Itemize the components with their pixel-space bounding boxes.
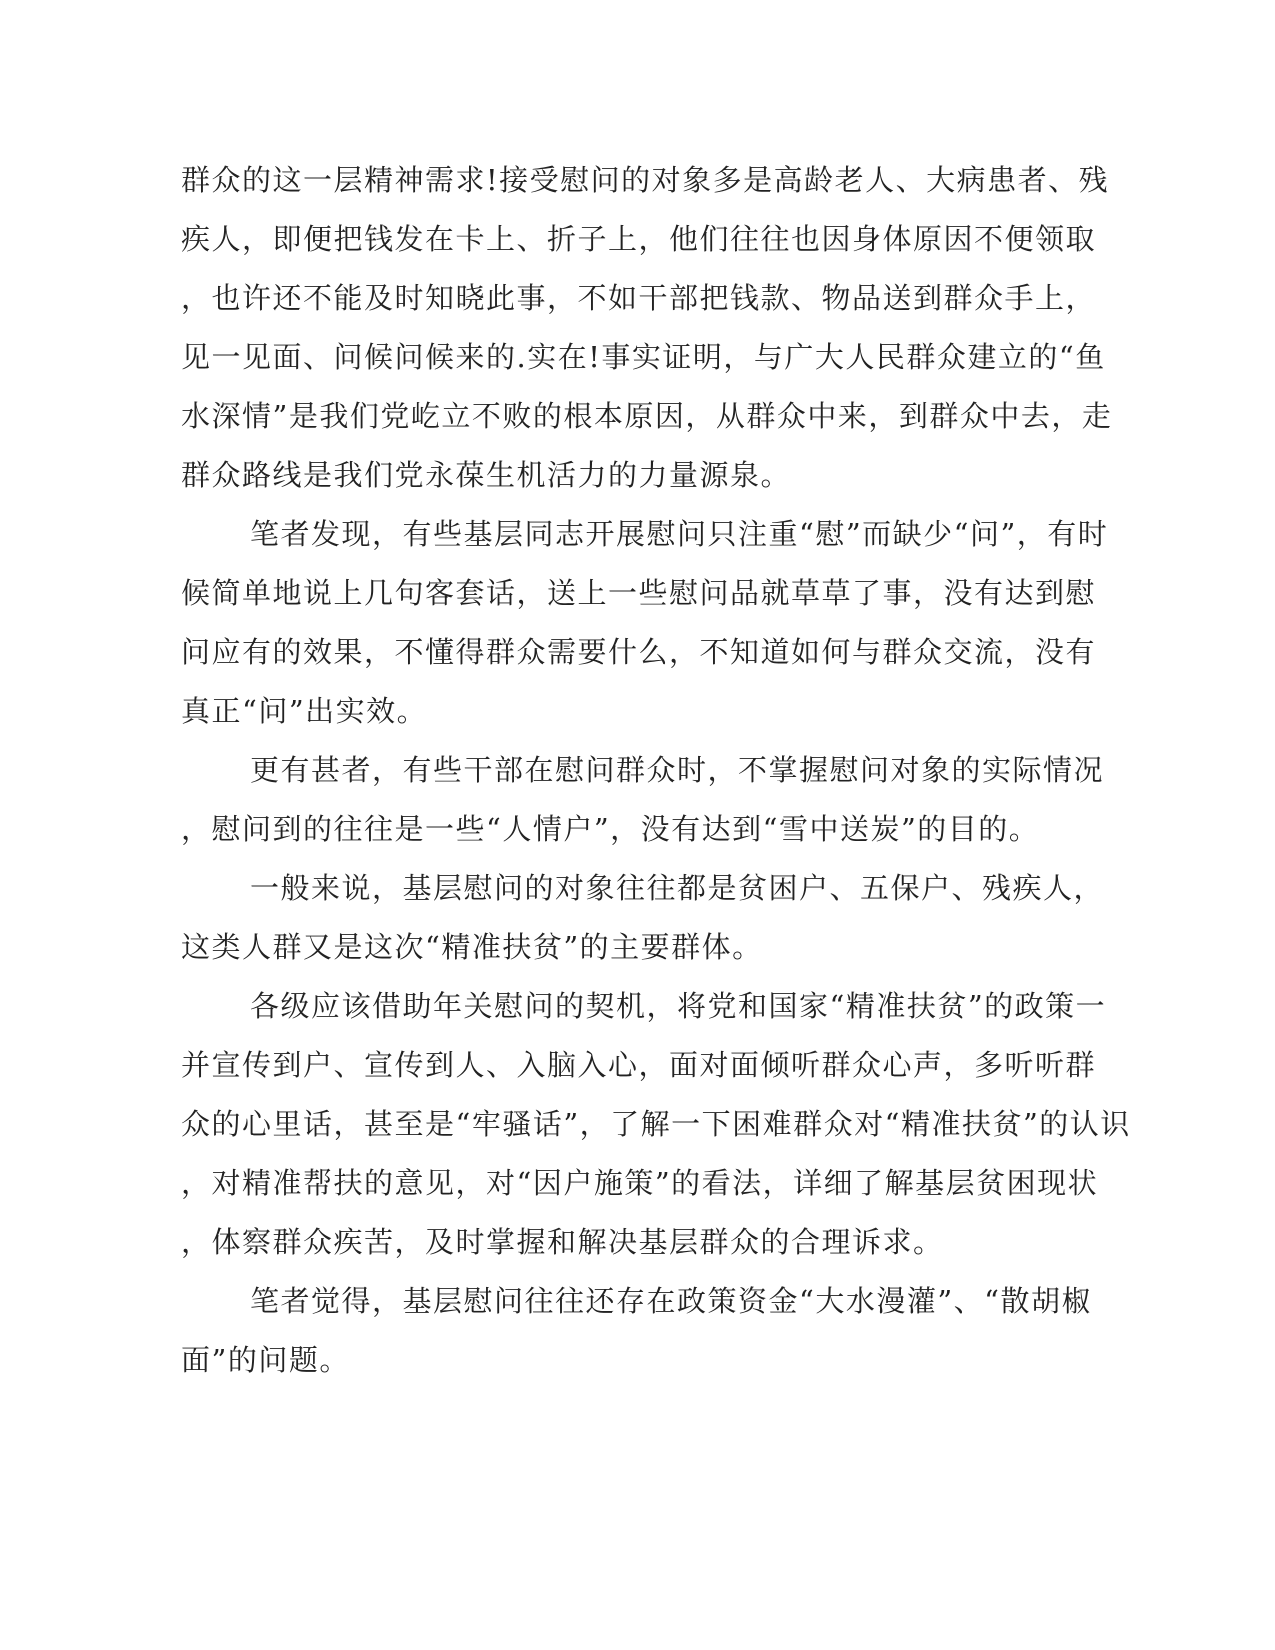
text-line: 疾人，即便把钱发在卡上、折子上，他们往往也因身体原因不便领取 [181, 222, 1097, 256]
text-line: ，对精准帮扶的意见，对“因户施策”的看法，详细了解基层贫困现状 [181, 1166, 1099, 1200]
text-line: 水深情”是我们党屹立不败的根本原因，从群众中来，到群众中去，走 [181, 399, 1113, 433]
text-line: 见一见面、问候问候来的.实在!事实证明，与广大人民群众建立的“鱼 [181, 340, 1106, 374]
text-line: 笔者发现，有些基层同志开展慰问只注重“慰”而缺少“问”，有时 [250, 517, 1109, 551]
text-line: 面”的问题。 [181, 1343, 350, 1377]
text-line: ，体察群众疾苦，及时掌握和解决基层群众的合理诉求。 [181, 1225, 944, 1259]
text-line: 群众路线是我们党永葆生机活力的力量源泉。 [181, 458, 792, 492]
text-line: 一般来说，基层慰问的对象往往都是贫困户、五保户、残疾人， [250, 871, 1105, 905]
text-line: 群众的这一层精神需求!接受慰问的对象多是高龄老人、大病患者、残 [181, 163, 1110, 197]
text-line: 各级应该借助年关慰问的契机，将党和国家“精准扶贫”的政策一 [250, 989, 1107, 1023]
text-line: 更有甚者，有些干部在慰问群众时，不掌握慰问对象的实际情况 [250, 753, 1105, 787]
text-line: 笔者觉得，基层慰问往往还存在政策资金“大水漫灌”、“散胡椒 [250, 1284, 1092, 1318]
text-line: ，慰问到的往往是一些“人情户”，没有达到“雪中送炭”的目的。 [181, 812, 1040, 846]
text-line: 问应有的效果，不懂得群众需要什么，不知道如何与群众交流，没有 [181, 635, 1097, 669]
text-line: ，也许还不能及时知晓此事，不如干部把钱款、物品送到群众手上， [181, 281, 1097, 315]
text-line: 这类人群又是这次“精准扶贫”的主要群体。 [181, 930, 763, 964]
text-line: 并宣传到户、宣传到人、入脑入心，面对面倾听群众心声，多听听群 [181, 1048, 1097, 1082]
text-line: 真正“问”出实效。 [181, 694, 428, 728]
text-line: 众的心里话，甚至是“牢骚话”，了解一下困难群众对“精准扶贫”的认识 [181, 1107, 1131, 1141]
text-line: 候简单地说上几句客套话，送上一些慰问品就草草了事，没有达到慰 [181, 576, 1097, 610]
